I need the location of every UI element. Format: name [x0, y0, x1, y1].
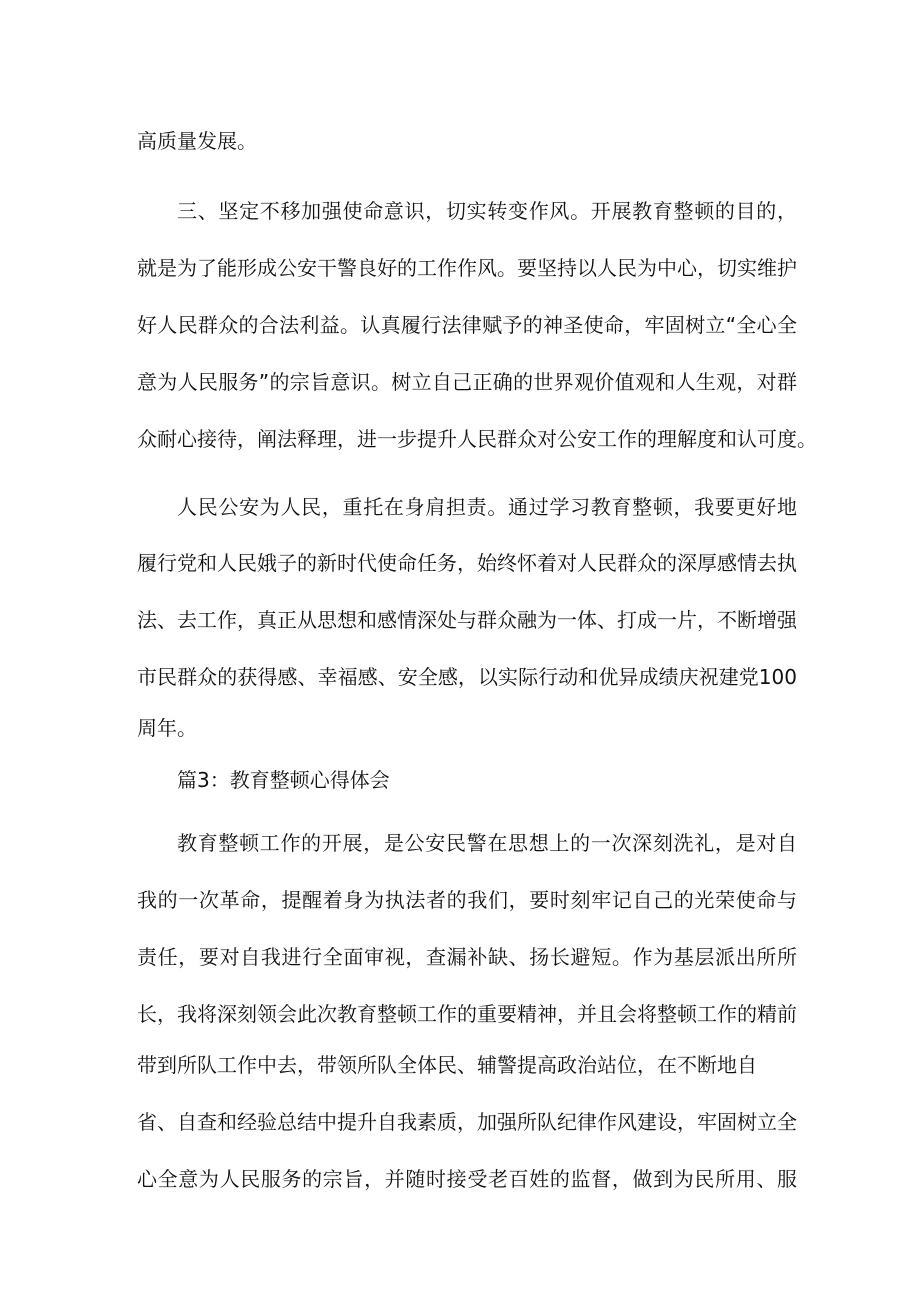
- text-line: 市民群众的获得感、幸福感、安全感，以实际行动和优异成绩庆祝建党100: [137, 665, 797, 689]
- text-line: 省、自查和经验总结中提升自我素质，加强所队纪律作风建设，牢固树立全: [137, 1110, 797, 1134]
- text-line: 长，我将深刻领会此次教育整顿工作的重要精神，并且会将整顿工作的精前: [137, 1002, 797, 1026]
- text-line: 意为人民服务”的宗旨意识。树立自己正确的世界观价值观和人生观，对群: [137, 370, 797, 394]
- text-line: 高质量发展。: [137, 129, 257, 153]
- text-line: 责任，要对自我进行全面审视，查漏补缺、扬长避短。作为基层派出所所: [137, 945, 797, 969]
- text-line: 人民公安为人民，重托在身肩担责。通过学习教育整顿，我要更好地: [177, 495, 797, 519]
- text-line: 就是为了能形成公安干警良好的工作作风。要坚持以人民为中心，切实维护: [137, 256, 797, 280]
- text-line: 好人民群众的合法利益。认真履行法律赋予的神圣使命，牢固树立“全心全: [137, 313, 797, 337]
- text-line: 法、去工作，真正从思想和感情深处与群众融为一体、打成一片，不断增强: [137, 608, 797, 632]
- text-line: 我的一次革命，提醒着身为执法者的我们，要时刻牢记自己的光荣使命与: [137, 888, 797, 912]
- text-line: 众耐心接待，阐法释理，进一步提升人民群众对公安工作的理解度和认可度。: [137, 427, 817, 451]
- text-line: 三、坚定不移加强使命意识，切实转变作风。开展教育整顿的目的，: [177, 199, 797, 223]
- section-heading: 篇3：教育整顿心得体会: [177, 768, 390, 792]
- text-line: 履行党和人民娥子的新时代使命任务，始终怀着对人民群众的深厚感情去执: [137, 551, 797, 575]
- text-line: 心全意为人民服务的宗旨，并随时接受老百姓的监督，做到为民所用、服: [137, 1167, 797, 1191]
- text-line: 教育整顿工作的开展，是公安民警在思想上的一次深刻洗礼，是对自: [177, 831, 797, 855]
- text-line: 带到所队工作中去，带领所队全体民、辅警提高政治站位，在不断地自: [137, 1053, 757, 1077]
- text-line: 周年。: [137, 716, 197, 740]
